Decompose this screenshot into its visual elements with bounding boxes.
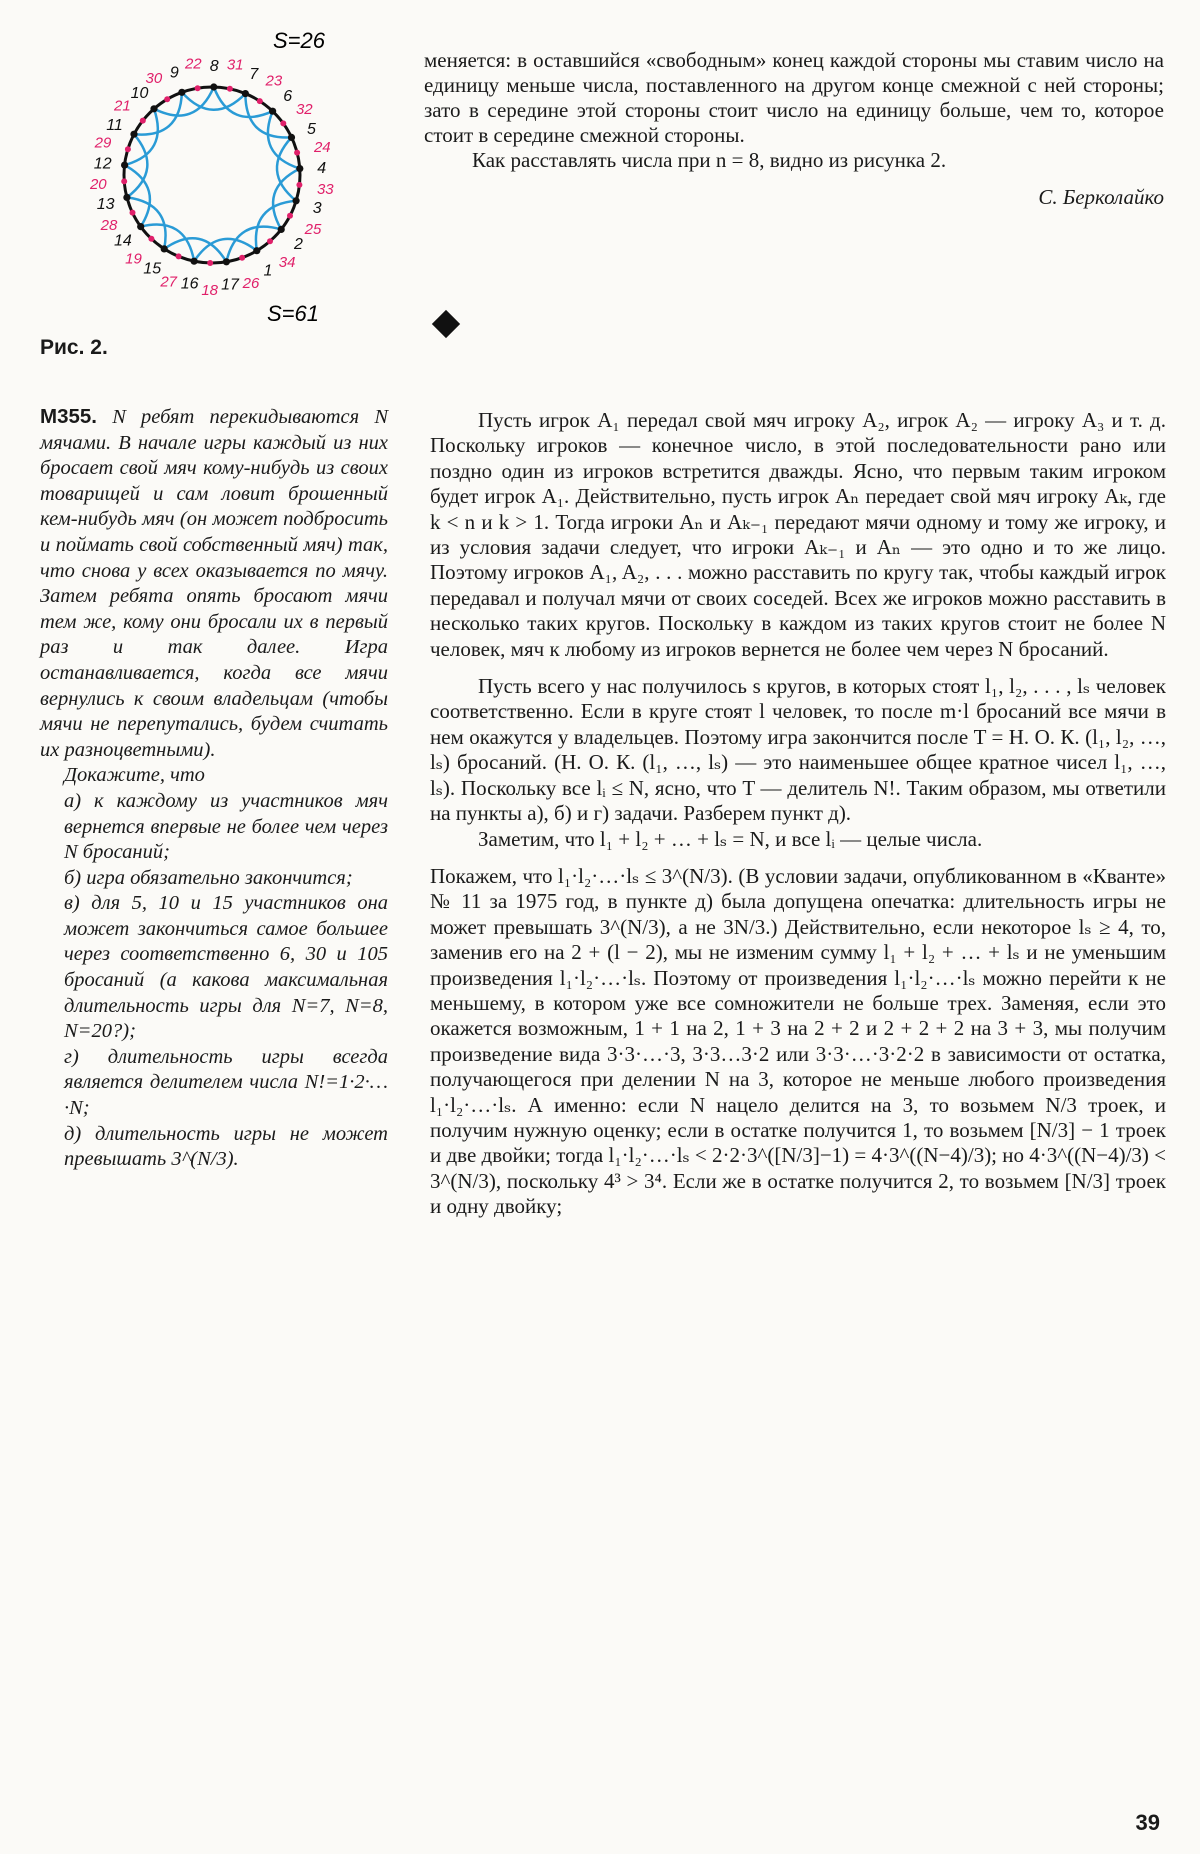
vertex-dot xyxy=(269,108,276,115)
vertex-dot xyxy=(123,194,130,201)
continuation-paragraph: меняется: в оставшийся «свободным» конец каждой стороны мы ставим число на единицу меньше числа, поставленного на другом конце смежной с ней стороны; зато в середине этой стороны стоит число на единицу больше, чем то, которое стоит в середине смежной стороны. xyxy=(424,48,1164,147)
vertex-dot xyxy=(278,226,285,233)
section-separator-icon xyxy=(432,310,460,338)
midpoint-dot xyxy=(227,86,233,92)
vertex-label: 4 xyxy=(317,160,327,177)
vertex-dot xyxy=(191,258,198,265)
vertex-dot xyxy=(288,134,295,141)
vertex-label: 3 xyxy=(312,200,322,218)
solution-paragraph-2: Пусть всего у нас получилось s кругов, в которых стоят l₁, l₂, . . . , lₛ человек соответственно. Если в круге стоят l человек, то после m·l бросаний все мячи в нем окажутся у владельцев. Поэтому игра закончится после T = Н. О. К. (l₁, l₂, …, lₛ) бросаний. (Н. О. К. (l₁, …, lₛ) — это наименьшее общее кратное чисел l₁, …, lₛ). Поскольку все lᵢ ≤ N, ясно, что T — делитель N!. Таким образом, мы ответили на пункты а), б) и г) задачи. Разберем пункт д). xyxy=(430,674,1166,826)
sum-bottom-label: S=61 xyxy=(267,301,319,326)
figure-caption: Рис. 2. xyxy=(40,336,108,359)
midpoint-label: 20 xyxy=(89,176,107,194)
vertex-dot xyxy=(121,162,128,169)
midpoint-label: 31 xyxy=(226,56,244,74)
vertex-label: 14 xyxy=(114,232,132,250)
midpoint-label: 22 xyxy=(184,55,202,73)
vertex-dot xyxy=(130,131,137,138)
vertex-dot xyxy=(150,105,157,112)
vertex-dot xyxy=(161,245,168,252)
vertex-label: 10 xyxy=(130,85,149,103)
midpoint-dot xyxy=(287,213,293,219)
sum-top-label: S=26 xyxy=(273,28,325,53)
midpoint-label: 29 xyxy=(94,134,112,152)
vertex-dot xyxy=(137,223,144,230)
problem-item-c: в) для 5, 10 и 15 участников она может закончиться самое большее через соответственно 6, 30 и 105 бросаний (а какова максимальная длительность игры для N=7, N=8, N=20?); xyxy=(64,892,388,1043)
solution-paragraph-1: Пусть игрок A₁ передал свой мяч игроку A₂, игрок A₂ — игроку A₃ и т. д. Поскольку игроков — конечное число, в этой последовательности рано или поздно один из игроков встретится дважды. Ясно, что первым таким игроком будет игрок A₁. Действительно, пусть игрок Aₙ передает свой мяч игроку Aₖ, где k < n и k > 1. Тогда игроки Aₙ и Aₖ₋₁ передают мячи одному и тому же игроку, и из условия задачи следует, что игроки Aₖ₋₁ и Aₙ — это одно и то же лицо. Поэтому игроков A₁, A₂, . . . можно расставить по кругу так, чтобы каждый игрок передавал и получал мячи от своих соседей. Всех же игроков можно расставить в несколько таких кругов. Поскольку в каждом из таких кругов стоит не более N человек, мяч к любому из игроков вернется не более чем через N бросаний. xyxy=(430,408,1166,661)
midpoint-dot xyxy=(125,146,131,152)
vertex-label: 15 xyxy=(143,260,162,278)
midpoint-dot xyxy=(195,85,201,91)
vertex-dot xyxy=(223,258,230,265)
vertex-label: 8 xyxy=(209,58,219,75)
midpoint-label: 18 xyxy=(201,282,219,299)
continuation-text xyxy=(424,48,1164,210)
midpoint-label: 21 xyxy=(114,97,131,115)
blue-arc xyxy=(125,109,158,165)
midpoint-dot xyxy=(130,210,136,216)
midpoint-label: 24 xyxy=(313,139,331,156)
midpoint-dot xyxy=(239,255,245,261)
vertex-dot xyxy=(210,83,217,90)
figure-2 xyxy=(40,20,370,340)
author-signature: С. Берколайко xyxy=(1038,185,1164,209)
midpoint-label: 26 xyxy=(242,275,260,293)
circle-diagram xyxy=(40,20,370,340)
midpoint-dot xyxy=(280,120,286,126)
vertex-dot xyxy=(293,197,300,204)
blue-arc xyxy=(127,197,166,249)
blue-arc xyxy=(268,111,300,168)
midpoint-dot xyxy=(294,150,300,156)
midpoint-label: 25 xyxy=(304,220,322,238)
blue-arc xyxy=(226,227,281,262)
midpoint-dot xyxy=(207,260,213,266)
vertex-label: 13 xyxy=(96,196,115,213)
vertex-label: 11 xyxy=(106,117,123,134)
prove-label: Докажите, что xyxy=(64,764,205,787)
vertex-dot xyxy=(242,90,249,97)
vertex-dot xyxy=(178,89,185,96)
vertex-label: 9 xyxy=(169,64,179,82)
solution-text xyxy=(430,408,1166,1232)
solution-paragraph-4: Покажем, что l₁·l₂·…·lₛ ≤ 3^(N/3). (В условии задачи, опубликованном в «Кванте» № 11 за 1975 год, в пункте д) была допущена опечатка: длительность игры не может превышать 3^(N/3), а не 3N/3.) Действительно, если некоторое lₛ ≥ 4, то, заменив его на 2 + (l − 2), мы не изменим сумму l₁ + l₂ + … + lₛ и не уменьшим произведения l₁·l₂·…·lₛ. Поэтому от произведения l₁·l₂·…·lₛ можно перейти к не меньшему, в котором уже все сомножители не больше трех. Заменяя, если это окажется возможным, 1 + 1 на 2, 1 + 3 на 2 + 2 и 2 + 2 + 2 на 3 + 3, мы получим произведение вида 3·3·…·3, 3·3…3·2 или 3·3·…·3·2·2 в зависимости от остатка, получающегося при делении N на 3, которое не меньше любого произведения l₁·l₂·…·lₛ. А именно: если N нацело делится на 3, то возьмем N/3 троек, и получим нужную оценку; если в остатке получится 1, то возьмем [N/3] − 1 троек и две двойки; тогда l₁·l₂·…·lₛ < 2·2·3^([N/3]−1) = 4·3^((N−4)/3); но 4·3^((N−4)/3) < 3^(N/3), поскольку 4³ > 3⁴. Если же в остатке получится 2, то возьмем [N/3] троек и одну двойку; xyxy=(430,863,1167,1219)
vertex-label: 6 xyxy=(283,88,293,106)
vertex-label: 5 xyxy=(306,120,316,138)
vertex-label: 2 xyxy=(293,236,303,253)
midpoint-dot xyxy=(140,118,146,124)
vertex-label: 7 xyxy=(249,66,259,84)
midpoint-label: 33 xyxy=(316,180,334,198)
vertex-label: 16 xyxy=(180,275,199,293)
midpoint-dot xyxy=(296,182,302,188)
midpoint-label: 19 xyxy=(125,250,142,268)
blue-arc xyxy=(194,239,257,261)
midpoint-label: 23 xyxy=(265,72,283,90)
blue-arc xyxy=(182,92,246,109)
problem-code: М355. xyxy=(40,405,97,428)
problem-statement xyxy=(40,404,388,1173)
problem-item-b: б) игра обязательно закончится; xyxy=(64,866,353,889)
blue-arc xyxy=(277,137,296,200)
vertex-label: 12 xyxy=(93,155,112,173)
midpoint-dot xyxy=(176,253,182,259)
midpoint-label: 30 xyxy=(145,69,163,87)
midpoint-label: 28 xyxy=(100,216,118,234)
midpoint-dot xyxy=(121,178,127,184)
vertex-dot xyxy=(253,247,260,254)
midpoint-dot xyxy=(257,98,263,104)
page-number: 39 xyxy=(1135,1810,1160,1835)
figure-reference: Как расставлять числа при n = 8, видно из рисунка 2. xyxy=(472,148,947,172)
midpoint-label: 34 xyxy=(278,253,296,271)
vertex-label: 1 xyxy=(263,262,273,280)
vertex-label: 17 xyxy=(221,276,239,294)
midpoint-dot xyxy=(164,96,170,102)
midpoint-label: 27 xyxy=(160,273,178,291)
problem-item-e: д) длительность игры не может превышать 3^(N/3). xyxy=(64,1122,388,1171)
midpoint-dot xyxy=(148,236,154,242)
problem-item-d: г) длительность игры всегда является делителем числа N!=1·2·…·N; xyxy=(64,1045,388,1120)
midpoint-label: 32 xyxy=(295,101,313,119)
problem-item-a: а) к каждому из участников мяч вернется впервые не более чем через N бросаний; xyxy=(64,789,388,864)
vertex-dot xyxy=(296,165,303,172)
midpoint-dot xyxy=(267,238,273,244)
blue-arc xyxy=(141,224,194,261)
solution-paragraph-3: Заметим, что l₁ + l₂ + … + lₛ = N, и все lᵢ — целые числа. xyxy=(478,826,983,851)
problem-text: N ребят перекидываются N мячами. В начале игры каждый из них бросает свой мяч кому-нибудь из своих товарищей и сам ловит брошенный кем-нибудь мяч (он может подбросить и поймать свой собственный мяч) так, что снова у всех оказывается по мячу. Затем ребята опять бросают мячи тем же, кому они бросали их в первый раз и так далее. Игра останавливается, когда все мячи вернулись к своим владельцам (чтобы мячи не перепутались, будем считать их разноцветными). xyxy=(40,406,389,761)
